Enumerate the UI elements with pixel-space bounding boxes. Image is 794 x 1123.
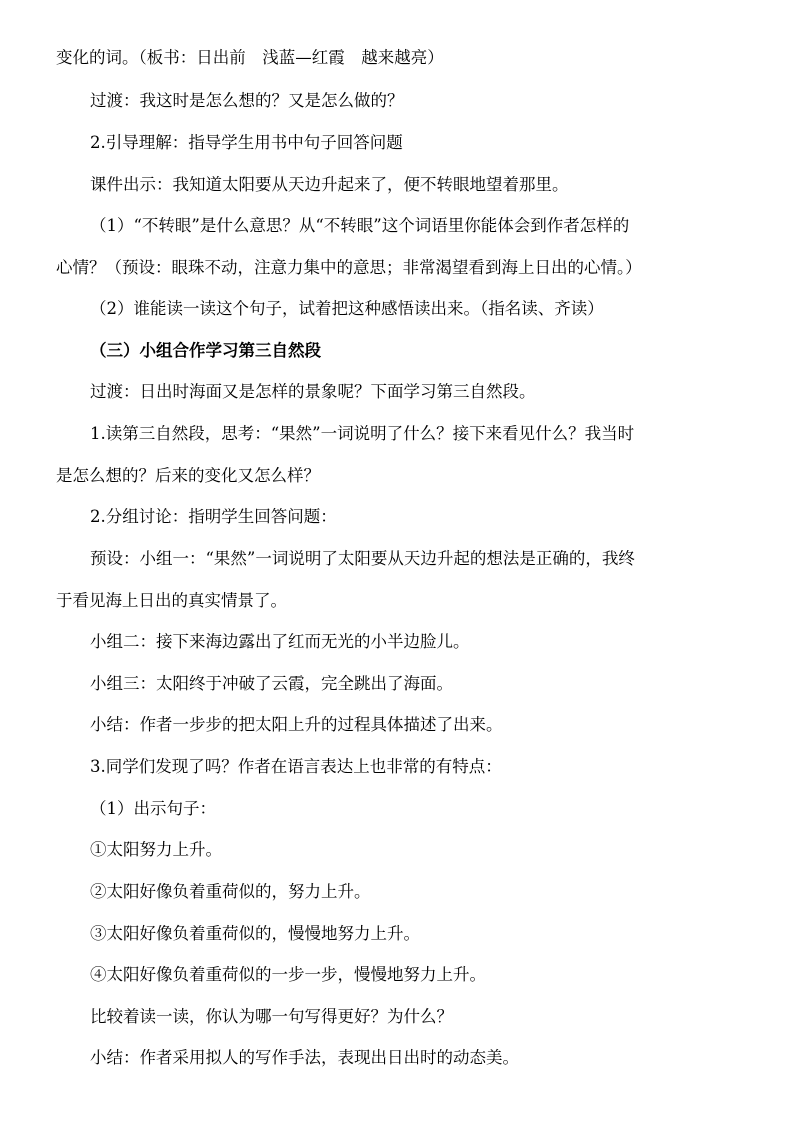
text-line-step-2b: 2.分组讨论：指明学生回答问题： bbox=[90, 507, 337, 526]
text-line-question-2: （2）谁能读一读这个句子，试着把这种感悟读出来。（指名读、齐读） bbox=[90, 299, 604, 318]
list-item-sentence-1: ①太阳努力上升。 bbox=[90, 840, 222, 859]
text-line-question-1-cont: 心情？（预设：眼珠不动，注意力集中的意思；非常渴望看到海上日出的心情。） bbox=[56, 258, 642, 277]
text-line-compare: 比较着读一读，你认为哪一句写得更好？为什么？ bbox=[90, 1007, 453, 1026]
text-line-step-3: 3.同学们发现了吗？作者在语言表达上也非常的有特点： bbox=[90, 757, 502, 776]
text-line-continuation: 变化的词。（板书：日出前 浅蓝—红霞 越来越亮） bbox=[56, 48, 444, 67]
text-line-question-1: （1）“不转眼”是什么意思？从“不转眼”这个词语里你能体会到作者怎样的 bbox=[90, 216, 630, 235]
text-line-step-2: 2.引导理解：指导学生用书中句子回答问题 bbox=[90, 133, 403, 152]
text-line-transition-2: 过渡：日出时海面又是怎样的景象呢？下面学习第三自然段。 bbox=[90, 382, 536, 401]
text-line-preset: 预设：小组一：“果然”一词说明了太阳要从天边升起的想法是正确的，我终 bbox=[90, 549, 635, 568]
text-line-courseware: 课件出示：我知道太阳要从天边升起来了，便不转眼地望着那里。 bbox=[90, 175, 569, 194]
text-line-group-2: 小组二：接下来海边露出了红而无光的小半边脸儿。 bbox=[90, 632, 470, 651]
text-line-show-sentences: （1）出示句子： bbox=[90, 799, 216, 818]
text-line-transition: 过渡：我这时是怎么想的？又是怎么做的？ bbox=[90, 91, 404, 110]
list-item-sentence-2: ②太阳好像负着重荷似的，努力上升。 bbox=[90, 882, 371, 901]
list-item-sentence-3: ③太阳好像负着重荷似的，慢慢地努力上升。 bbox=[90, 924, 420, 943]
text-line-step-1: 1.读第三自然段，思考：“果然”一词说明了什么？接下来看见什么？我当时 bbox=[90, 424, 635, 443]
list-item-sentence-4: ④太阳好像负着重荷似的一步一步，慢慢地努力上升。 bbox=[90, 965, 486, 984]
text-line-preset-cont: 于看见海上日出的真实情景了。 bbox=[56, 591, 287, 610]
section-heading-3: （三）小组合作学习第三自然段 bbox=[90, 341, 321, 360]
text-line-step-1-cont: 是怎么想的？后来的变化又怎么样？ bbox=[56, 466, 320, 485]
text-line-group-3: 小组三：太阳终于冲破了云霞，完全跳出了海面。 bbox=[90, 674, 453, 693]
text-line-summary-1: 小结：作者一步步的把太阳上升的过程具体描述了出来。 bbox=[90, 715, 503, 734]
text-line-summary-2: 小结：作者采用拟人的写作手法，表现出日出时的动态美。 bbox=[90, 1048, 519, 1067]
